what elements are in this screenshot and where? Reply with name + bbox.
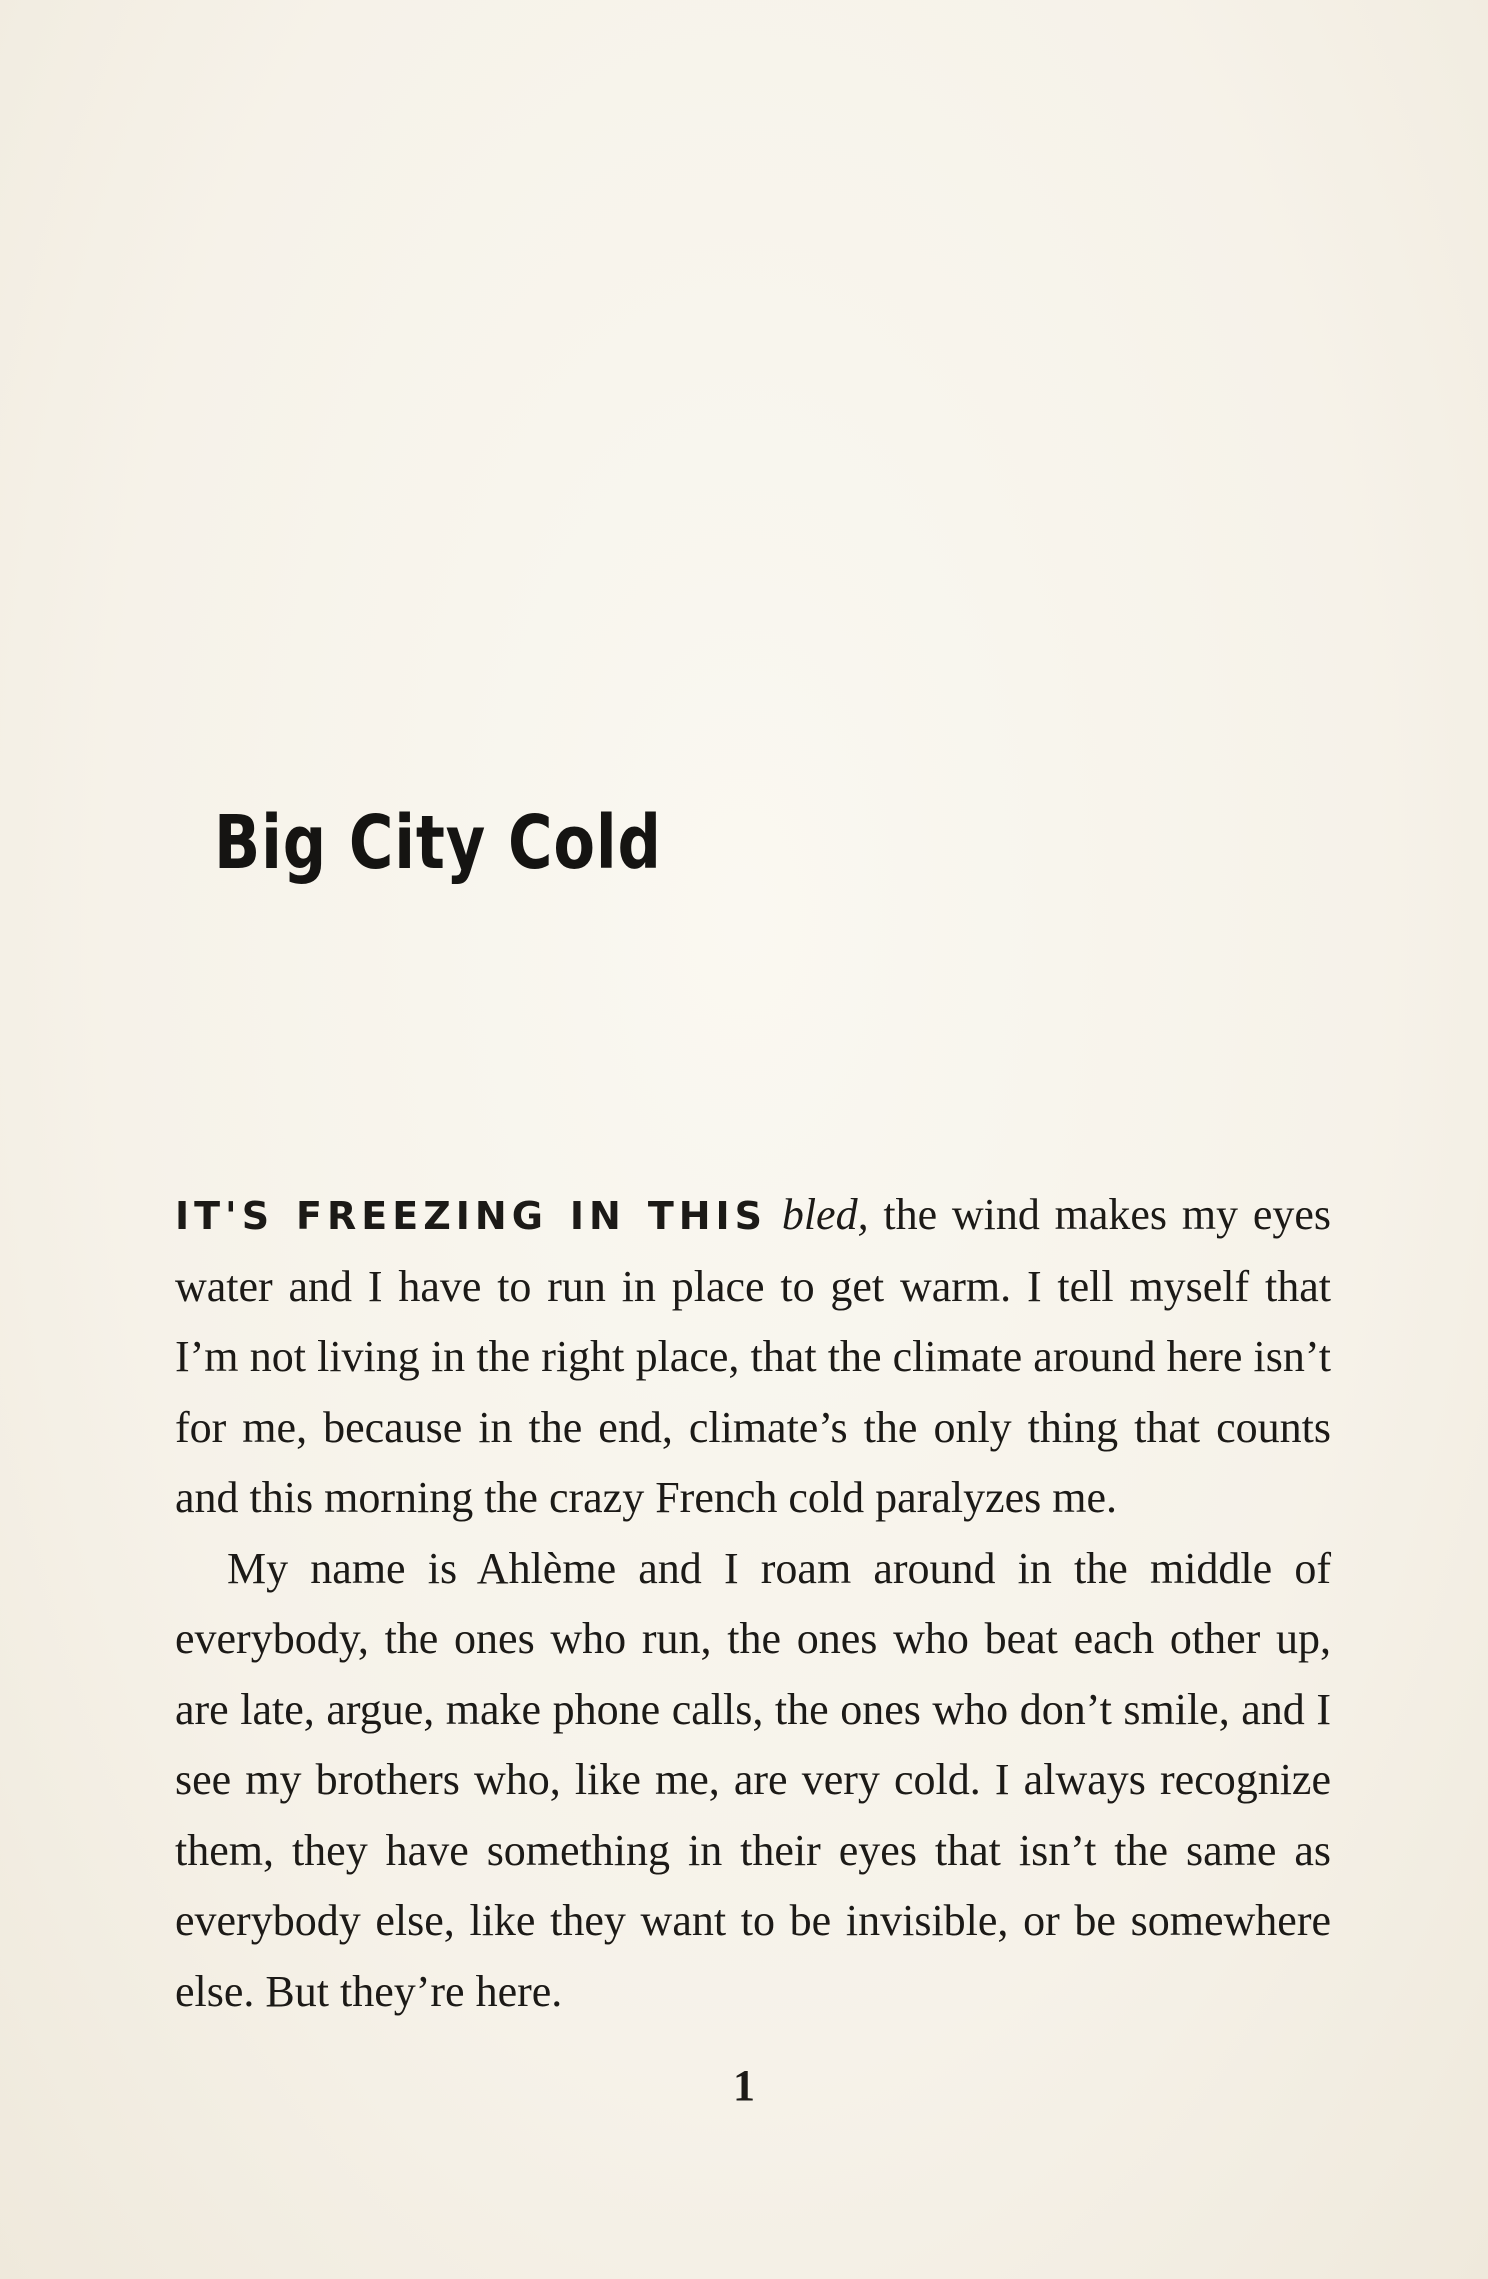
italic-foreign-word: bled, bbox=[781, 1190, 869, 1239]
paragraph-2 bbox=[175, 1534, 1331, 2028]
paragraph-2-text: My name is Ahlème and I roam around in the middle of everybody, the ones who run, the ones who beat each other up, are late, argue, make phone calls, the ones who don’t smile, and I see my brothers who, like me, are very cold. I always recognize them, they have something in their eyes that isn’t the same as everybody else, like they want to be invisible, or be somewhere else. But they’re here. bbox=[175, 1543, 1331, 2016]
page-number: 1 bbox=[733, 2061, 755, 2110]
chapter-title: Big City Cold bbox=[214, 800, 662, 886]
paragraph-1-text: the wind makes my eyes water and I have to run in place to get warm. I tell myself that I’m not living in the right place, that the climate around here isn’t for me, because in the end, climate’s the only thing that counts and this morning the crazy French cold paralyzes me. bbox=[175, 1190, 1331, 1522]
paragraph-lead-in: IT'S FREEZING IN THIS bbox=[175, 1194, 768, 1238]
body-text bbox=[175, 1180, 1331, 2027]
paragraph-1 bbox=[175, 1180, 1331, 1534]
